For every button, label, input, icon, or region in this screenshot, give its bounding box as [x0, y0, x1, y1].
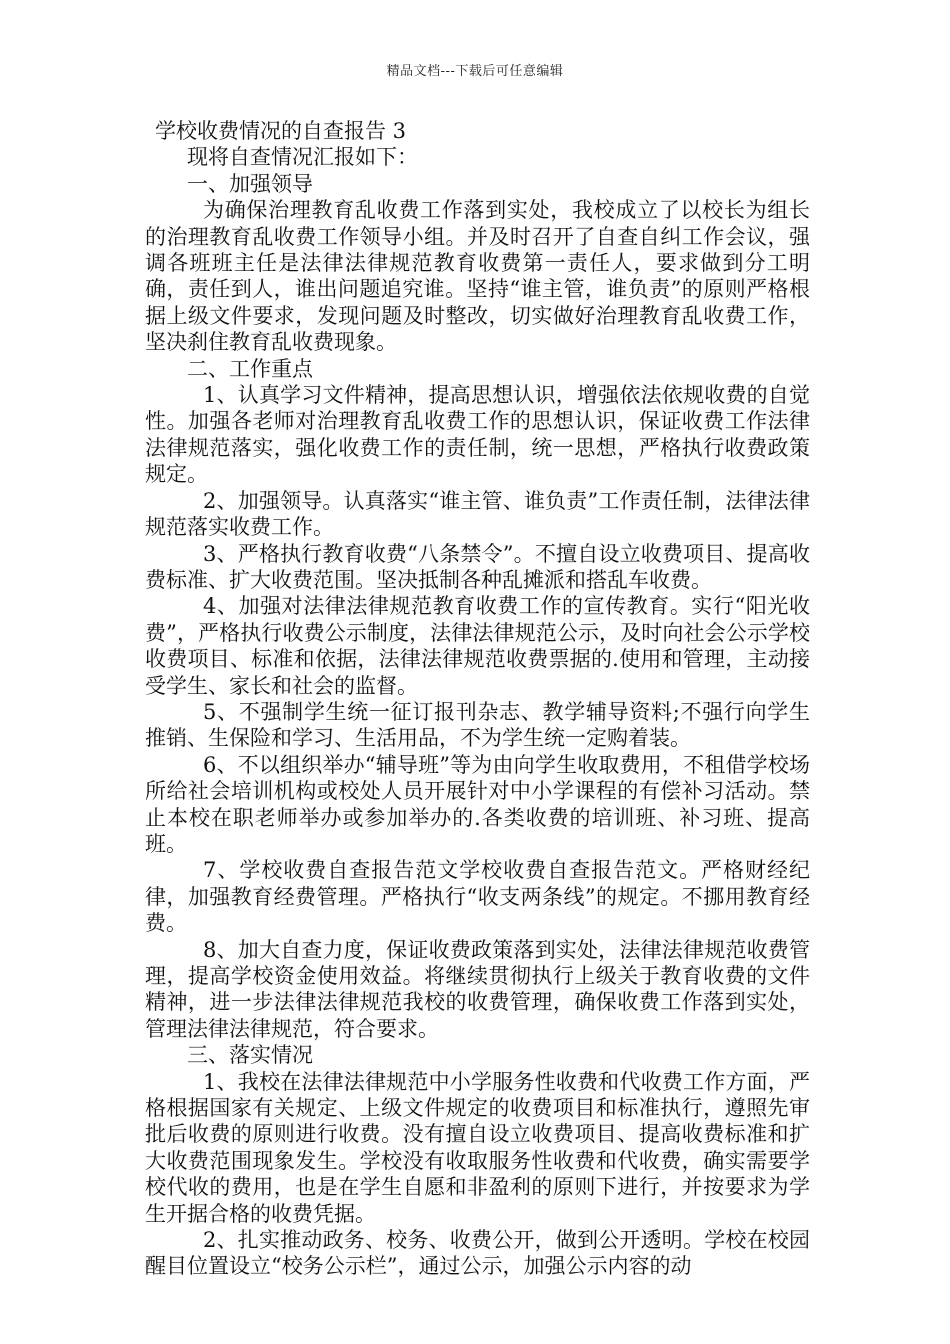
page-header-watermark: 精品文档---下载后可任意编辑	[386, 64, 564, 79]
document-title: 学校收费情况的自查报告 3	[155, 119, 407, 143]
section-heading-implementation: 三、落实情况	[187, 1043, 313, 1068]
paragraph: 8、加大自查力度，保证收费政策落到实处，法律法律规范收费管理，提高学校资金使用效益。将继续贯彻执行上级关于教育收费的文件精神，进一步法律法律规范我校的收费管理，确保收费工作落到实处，管理法律法律规范，符合要求。	[145, 937, 810, 1041]
paragraph: 2、扎实推动政务、校务、收费公开，做到公开透明。学校在校园醒目位置设立“校务公示栏”，通过公示，加强公示内容的动	[145, 1228, 810, 1279]
intro-text: 现将自查情况汇报如下：	[187, 145, 418, 170]
paragraph: 5、不强制学生统一征订报刊杂志、教学辅导资料;不强行向学生推销、生保险和学习、生活用品，不为学生统一定购着装。	[145, 699, 810, 751]
document-body	[145, 118, 810, 1280]
section-heading-work-focus: 二、工作重点	[187, 356, 313, 381]
paragraph: 4、加强对法律法律规范教育收费工作的宣传教育。实行“阳光收费”，严格执行收费公示制度，法律法律规范公示，及时向社会公示学校收费项目、标准和依据，法律法律规范收费票据的.使用和管理，主动接受学生、家长和社会的监督。	[145, 594, 810, 698]
paragraph: 1、认真学习文件精神，提高思想认识，增强依法依规收费的自觉性。加强各老师对治理教育乱收费工作的思想认识，保证收费工作法律法律规范落实，强化收费工作的责任制，统一思想，严格执行收费政策规定。	[145, 383, 810, 487]
paragraph: 1、我校在法律法律规范中小学服务性收费和代收费工作方面，严格根据国家有关规定、上级文件规定的收费项目和标准执行，遵照先审批后收费的原则进行收费。没有擅自设立收费项目、提高收费标准和扩大收费范围现象发生。学校没有收取服务性收费和代收费，确实需要学校代收的费用，也是在学生自愿和非盈利的原则下进行，并按要求为学生开据合格的收费凭据。	[145, 1069, 810, 1226]
paragraph: 7、学校收费自查报告范文学校收费自查报告范文。严格财经纪律，加强教育经费管理。严格执行“收支两条线”的规定。不挪用教育经费。	[145, 858, 810, 936]
section-heading-leadership: 一、加强领导	[187, 171, 313, 196]
paragraph: 6、不以组织举办“辅导班”等为由向学生收取费用，不租借学校场所给社会培训机构或校处人员开展针对中小学课程的有偿补习活动。禁止本校在职老师举办或参加举办的.各类收费的培训班、补习班、提高班。	[145, 752, 810, 856]
paragraph: 为确保治理教育乱收费工作落到实处，我校成立了以校长为组长的治理教育乱收费工作领导小组。并及时召开了自查自纠工作会议，强调各班班主任是法律法律规范教育收费第一责任人，要求做到分工明确，责任到人，谁出问题追究谁。坚持“谁主管，谁负责”的原则严格根据上级文件要求，发现问题及时整改，切实做好治理教育乱收费工作，坚决刹住教育乱收费现象。	[145, 198, 810, 355]
paragraph: 2、加强领导。认真落实“谁主管、谁负责”工作责任制，法律法律规范落实收费工作。	[145, 488, 810, 540]
paragraph: 3、严格执行教育收费“八条禁令”。不擅自设立收费项目、提高收费标准、扩大收费范围。坚决抵制各种乱摊派和搭乱车收费。	[145, 541, 810, 592]
